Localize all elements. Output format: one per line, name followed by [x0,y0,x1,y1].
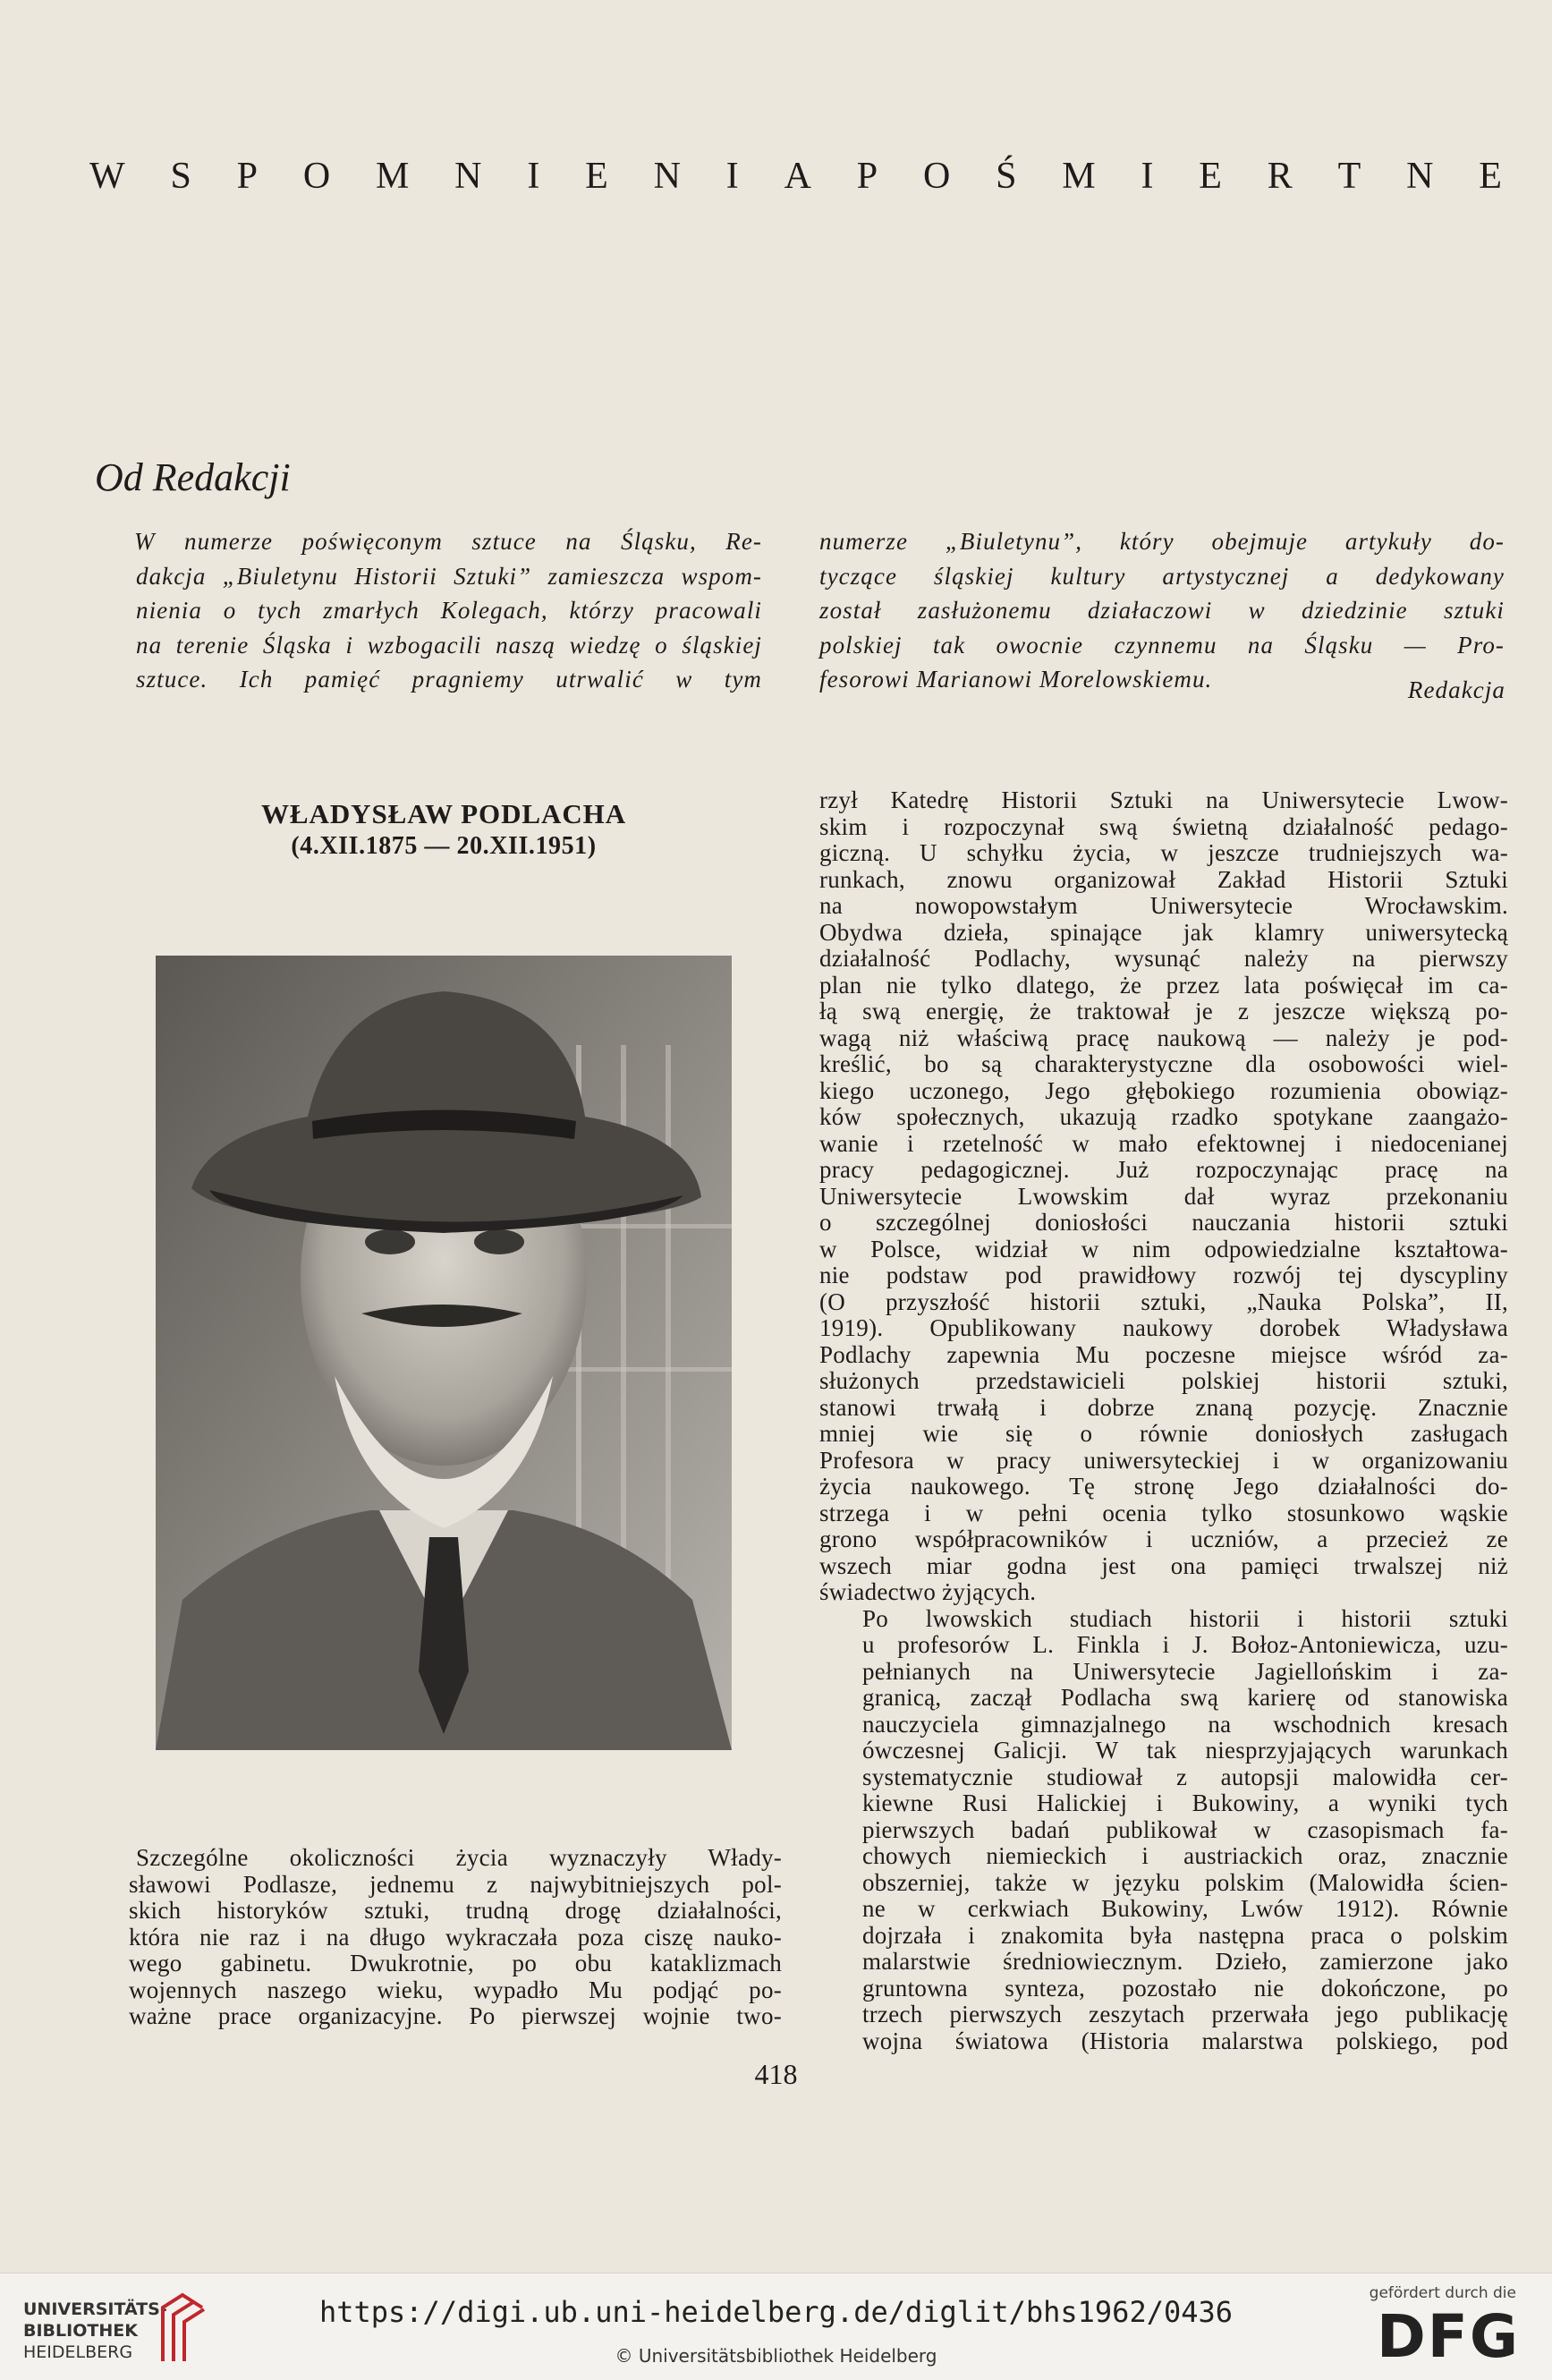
section-title-letter: N [1406,156,1435,197]
viewer-footer [0,2273,1552,2380]
text-line: skim i rozpoczynał swą świetną działalność pedago- [819,812,1508,840]
text-line: Podlachy zapewnia Mu poczesne miejsce wśród za- [819,1340,1508,1368]
text-line: plan nie tylko dlatego, że przez lata poświęcał im ca- [819,971,1508,999]
section-title-letter: I [725,156,740,197]
section-title-letter: Ś [996,156,1018,197]
section-title-letter: T [1337,156,1362,197]
editorial-text-right [819,524,1505,697]
text-line: został zasłużonemu działaczowi w dziedzinie sztuki [819,597,1505,624]
text-line: runkach, znowu organizował Zakład Historii Sztuki [819,865,1508,893]
biography-dates: (4.XII.1875 — 20.XII.1951) [291,832,597,860]
text-line: systematycznie studiował z autopsji malowidła cer- [862,1763,1508,1790]
text-line: kiewne Rusi Halickiej i Bukowiny, a wyniki tych [862,1789,1508,1816]
text-line: kiego uczonego, Jego głębokiego rozumienia obowiąz- [819,1076,1508,1104]
biography-text-right [819,787,1508,2054]
library-name-line2: BIBLIOTHEK [23,2321,138,2341]
text-line: Uniwersytecie Lwowskim dał wyraz przekonaniu [819,1182,1508,1210]
text-line: numerze „Biuletynu”, który obejmuje artykuły do- [819,528,1505,555]
text-line: dakcja „Biuletynu Historii Sztuki” zamieszcza wspom- [136,562,762,590]
text-line: ne w cerkwiach Bukowiny, Lwów 1912). Równie [862,1895,1508,1922]
text-line: wagą niż właściwą pracę naukową — należy je pod- [819,1024,1508,1051]
section-title-letter: O [922,156,952,197]
text-line: o szczególnej doniosłości nauczania historii sztuki [819,1209,1508,1236]
section-title-letter: P [236,156,259,197]
text-line: która nie raz i na długo wykraczała poza ciszę nauko- [129,1923,782,1951]
dfg-logo[interactable]: DFG [1376,2302,1520,2371]
text-line: strzega i w pełni ocenia tylko stosunkowo wąskie [819,1499,1508,1526]
library-name-line3: HEIDELBERG [23,2342,133,2362]
text-line: tyczące śląskiej kultury artystycznej a dedykowany [819,562,1505,590]
text-line: W numerze poświęconym sztuce na Śląsku, Re- [134,528,762,555]
text-line: u profesorów L. Finkla i J. Bołoz-Antoniewicza, uzu- [862,1631,1508,1658]
text-line: polskiej tak owocnie czynnemu na Śląsku — Pro- [819,631,1505,659]
biography-name: WŁADYSŁAW PODLACHA [260,798,627,829]
library-name-line1: UNIVERSITÄTS- [23,2299,167,2319]
text-line: służonych przedstawicieli polskiej historii sztuki, [819,1367,1508,1394]
text-line: w Polsce, widział w nim odpowiedzialne kształtowa- [819,1235,1508,1262]
text-line: kreślić, bo są charakterystyczne dla osobowości wiel- [819,1050,1508,1077]
text-line: wojna światowa (Historia malarstwa polskiego, pod [862,2027,1508,2054]
text-line: malarstwie średniowiecznym. Dzieło, zamierzone jako [862,1948,1508,1975]
text-line: życia naukowego. Tę stronę Jego działalności do- [819,1473,1508,1500]
text-line: grono współpracowników i uczniów, a przecież ze [819,1526,1508,1552]
text-line: trzech pierwszych zeszytach przerwała jego publikację [862,2001,1508,2027]
text-line: sławowi Podlasze, jednemu z najwybitniejszych pol- [129,1870,782,1898]
funding-label: gefördert durch die [1369,2284,1516,2302]
text-line: mniej wie się o równie doniosłych zasługach [819,1420,1508,1447]
editorial-paragraph-right [819,524,1505,697]
text-line: wanie i rzetelność w mało efektownej i niedocenianej [819,1129,1508,1157]
section-title-letter: E [585,156,609,197]
page-number: 418 [754,2058,798,2090]
copyright-notice: © Universitätsbibliothek Heidelberg [615,2345,937,2367]
portrait-photo [156,956,732,1750]
biography-paragraph [86,1845,782,2030]
text-line: na terenie Śląska i wzbogacili naszą wiedzę o śląskiej [136,631,762,659]
section-title [89,152,1503,200]
text-line: ważne prace organizacyjne. Po pierwszej wojnie two- [129,2002,782,2029]
text-line: chowych niemieckich i austriackich oraz, znacznie [862,1842,1508,1869]
section-title-letter: I [1141,156,1155,197]
section-title-letter: E [1199,156,1223,197]
text-line: pracy pedagogicznej. Już rozpoczynając pracę na [819,1156,1508,1183]
text-line: giczną. U schyłku życia, w jeszcze trudniejszych wa- [819,839,1508,866]
section-title-letter: M [376,156,411,197]
text-line: działalność Podlachy, wysunąć należy na pierwszy [819,945,1508,972]
text-line: nienia o tych zmarłych Kolegach, którzy pracowali [136,597,762,624]
text-line: Szczególne okoliczności życia wyznaczyły Włady- [136,1844,782,1871]
text-line: nie podstaw pod prawidłowy rozwój tej dyscypliny [819,1262,1508,1288]
section-title-letter: M [1062,156,1097,197]
text-line: granicą, zaczął Podlacha swą karierę od stanowiska [862,1684,1508,1711]
section-title-letter: P [856,156,878,197]
text-line: fesorowi Marianowi Morelowskiemu. [819,666,1213,693]
section-title-letter: O [302,156,332,197]
biography-paragraph [819,787,1508,1606]
section-title-letter: E [1479,156,1503,197]
text-line: wojennych naszego wieku, wypadło Mu podjąć po- [129,1976,782,2003]
text-line: sztuce. Ich pamięć pragniemy utrwalić w tym [136,666,762,693]
text-line: stanowi trwałą i dobrze znaną pozycję. Znacznie [819,1393,1508,1421]
text-line: (O przyszłość historii sztuki, „Nauka Polska”, II, [819,1288,1508,1315]
text-line: wego gabinetu. Dwukrotnie, po obu kataklizmach [129,1950,782,1976]
portrait-illustration [156,956,732,1750]
text-line: ków społecznych, ukazują rzadko spotykane zaangażo- [819,1103,1508,1130]
text-line: Profesora w pracy uniwersyteckiej i w organizowaniu [819,1446,1508,1474]
section-title-letter: N [653,156,682,197]
editorial-text-left [86,524,762,697]
section-title-letter: S [170,156,192,197]
text-line: obszerniej, także w języku polskim (Malowidła ścien- [862,1868,1508,1896]
editorial-paragraph-left [86,524,762,697]
biography-paragraph [819,1606,1508,2055]
text-line: pierwszych badań publikował w czasopismach fa- [862,1815,1508,1843]
text-line: świadectwo żyjących. [819,1578,1037,1605]
section-title-letter: W [89,156,126,197]
text-line: dojrzała i znakomita była następna praca o polskim [862,1921,1508,1949]
text-line: rzył Katedrę Historii Sztuki na Uniwersytecie Lwow- [819,786,1508,813]
text-line: Obydwa dzieła, spinające jak klamry uniwersytecką [819,918,1508,946]
editorial-heading: Od Redakcji [95,455,291,499]
editorial-signature: Redakcja [1407,676,1505,703]
section-title-letter: A [784,156,812,197]
text-line: skich historyków sztuki, trudną drogę działalności, [129,1897,782,1924]
biography-text-left [86,1845,782,2030]
permalink-url[interactable]: https://digi.ub.uni-heidelberg.de/diglit/bhs1962/0436 [318,2295,1234,2329]
text-line: Po lwowskich studiach historii i historii sztuki [862,1604,1508,1632]
text-line: wszech miar godna jest ona pamięci trwalszej niż [819,1551,1508,1579]
section-title-letter: N [454,156,483,197]
text-line: gruntowna synteza, pozostało nie dokończone, po [862,1974,1508,2002]
text-line: pełnianych na Uniwersytecie Jagiellońskim i za- [862,1657,1508,1685]
text-line: łą swą energię, że traktował je z jeszcze większą po- [819,998,1508,1024]
text-line: 1919). Opublikowany naukowy dorobek Władysława [819,1314,1508,1341]
text-line: na nowopowstałym Uniwersytecie Wrocławskim. [819,892,1508,919]
text-line: ówczesnej Galicji. W tak niesprzyjających warunkach [862,1737,1508,1764]
section-title-letter: R [1267,156,1293,197]
section-title-letter: I [527,156,541,197]
text-line: nauczyciela gimnazjalnego na wschodnich kresach [862,1710,1508,1738]
